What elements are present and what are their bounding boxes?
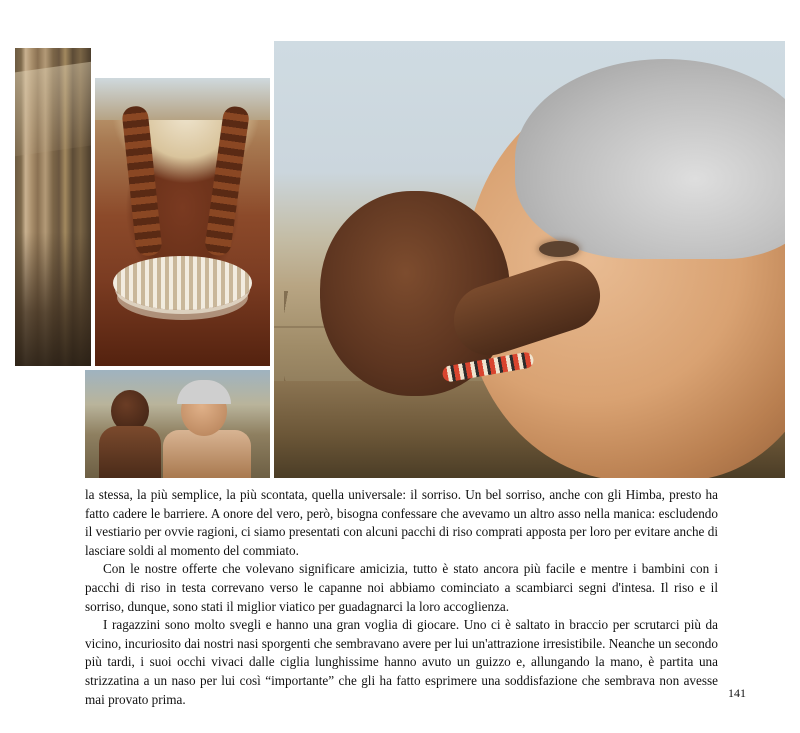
photo-man-with-child: [85, 370, 270, 478]
page-number: 141: [728, 686, 746, 700]
man-hair: [177, 380, 231, 404]
man-grey-hair: [515, 59, 785, 259]
photo-collage: [0, 18, 800, 478]
page-body-text: [85, 486, 718, 709]
braid-left: [121, 105, 163, 257]
photo-child-touching-nose: [274, 41, 785, 478]
man-eye: [539, 241, 579, 257]
paragraph-1: la stessa, la più semplice, la più scontata, quella universale: il sorriso. Un bel sorriso, anche con gli Himba, presto ha fatto cadere le barriere. A onore del vero, però, bisogna confessare che avevamo un altro asso nella manica: escludendo il vestiario per ovvie ragioni, ci siamo presentati con alcuni pacchi di riso comprati apposta per loro per evitare anche di lasciare soldi al momento del commiato.: [85, 487, 718, 558]
paragraph-3: I ragazzini sono molto svegli e hanno una gran voglia di giocare. Uno ci è saltato in braccio per scrutarci più da vicino, incuriosito dai nostri nasi sporgenti che sembravano avere per lui un'attrazione irresistibile. Neanche un secondo più tardi, i suoi occhi vivaci dalle ciglia lunghissime hanno avuto un guizzo e, allungando la mano, è partita una strizzatina a un naso per lui così “importante” che gli ha fatto esprimere una soddisfazione che sembrava non avesse mai provato prima.: [85, 617, 718, 707]
child-body: [99, 426, 161, 478]
braid-right: [204, 105, 251, 257]
photo-himba-girl-portrait: [95, 78, 270, 366]
man-body: [163, 430, 251, 478]
paragraph-2: Con le nostre offerte che volevano significare amicizia, tutto è stato ancora più facile e mentre i bambini con i pacchi di riso in testa correvano verso le capanne noi abbiamo cominciato a scambiarci segni d'intesa. Il riso e il sorriso, dunque, sono stati il miglior viatico per guadagnarci la loro accoglienza.: [85, 561, 718, 614]
photo-hut-fabric: [15, 48, 91, 366]
beaded-necklace: [113, 256, 252, 310]
